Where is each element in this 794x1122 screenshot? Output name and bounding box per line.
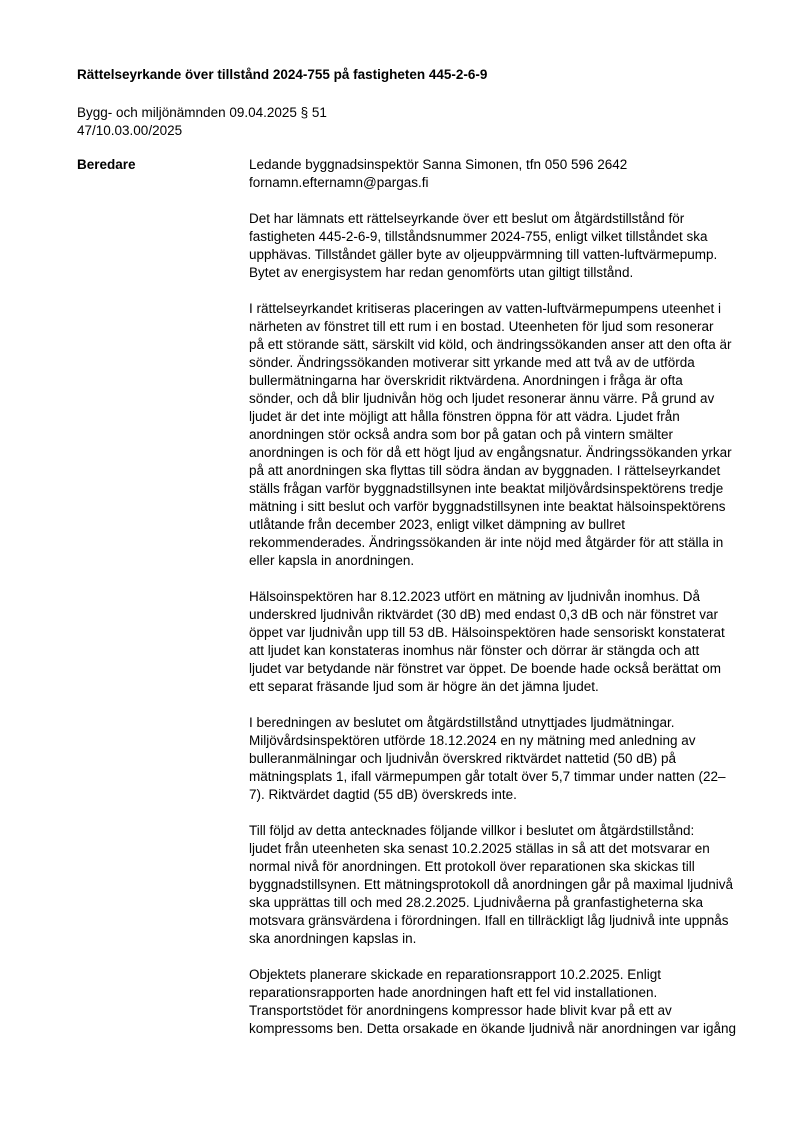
paragraph-line: I beredningen av beslutet om åtgärdstillstånd utnyttjades ljudmätningar. [249,715,675,730]
paragraph-line: Bytet av energisystem har redan genomförts utan giltigt tillstånd. [249,265,634,280]
paragraph-line: Det har lämnats ett rättelseyrkande över ett beslut om åtgärdstillstånd för [249,211,685,226]
paragraph-line: att ljudet kan konstateras inomhus när fönster och dörrar är stängda och att [249,643,700,658]
paragraph-line: ljudet var betydande när fönstret var öppet. De boende hade också berättat om [249,661,722,676]
paragraph-line: ljudet från uteenheten ska senast 10.2.2025 ställas in så att det motsvarar en [249,841,710,856]
paragraph-line: ska anordningen kapslas in. [249,931,417,946]
paragraph-line: utlåtande från december 2023, enligt vilket dämpning av bullret [249,517,625,532]
document-title: Rättelseyrkande över tillstånd 2024-755 på fastigheten 445-2-6-9 [77,67,488,82]
paragraph-line: sönder, och då blir ljudnivån hög och ljudet resonerar ännu värre. På grund av [249,391,715,406]
paragraph-line: I rättelseyrkandet kritiseras placeringen av vatten-luftvärmepumpens uteenhet i [249,301,721,316]
paragraph-line: Hälsoinspektören har 8.12.2023 utfört en mätning av ljudnivån inomhus. Då [249,589,701,604]
paragraph-line: Till följd av detta antecknades följande villkor i beslutet om åtgärdstillstånd: [249,823,695,838]
preparer-label: Beredare [77,157,136,172]
paragraph-line: ska upprättas till och med 28.2.2025. Ljudnivåerna på granfastigheterna ska [249,895,704,910]
paragraph-line: bulleranmälningar och ljudnivån överskred riktvärdet nattetid (50 dB) på [249,751,676,766]
paragraph-line: normal nivå för anordningen. Ett protokoll över reparationen ska skickas till [249,859,695,874]
meeting-line: Bygg- och miljönämnden 09.04.2025 § 51 [77,105,327,120]
paragraph-line: Transportstödet för anordningens kompressor hade blivit kvar på ett av [249,1003,672,1018]
paragraph-line: fastigheten 445-2-6-9, tillståndsnummer 2024-755, enligt vilket tillståndet ska [249,229,708,244]
paragraph-line: på att anordningen ska flyttas till södra ändan av byggnaden. I rättelseyrkandet [249,463,721,478]
paragraph-line: på ett störande sätt, särskilt vid köld, och ändringssökanden anser att den ofta är [249,337,732,352]
preparer-name: Ledande byggnadsinspektör Sanna Simonen, tfn 050 596 2642 [249,157,628,172]
paragraph-line: Objektets planerare skickade en reparationsrapport 10.2.2025. Enligt [249,967,662,982]
body-paragraph [249,588,741,696]
paragraph-line: bullermätningarna har överskridit riktvärdena. Anordningen i fråga är ofta [249,373,683,388]
body-paragraph [249,822,741,948]
document-meta [77,104,327,140]
paragraph-line: ljudet är det inte möjligt att hålla fönstren öppna för att vädra. Ljudet från [249,409,680,424]
paragraph-line: eller kapsla in anordningen. [249,553,415,568]
paragraph-line: anordningen is och för då ett högt ljud av engångsnatur. Ändringssökanden yrkar [249,445,732,460]
paragraph-line: Miljövårdsinspektören utförde 18.12.2024 en ny mätning med anledning av [249,733,696,748]
body-paragraph [249,714,741,804]
body-paragraph [249,210,741,282]
paragraph-line: upphävas. Tillståndet gäller byte av oljeuppvärmning till vatten-luftvärmepump. [249,247,718,262]
paragraph-line: motsvara gränsvärdena i förordningen. Ifall en tillräckligt låg ljudnivå inte uppnås [249,913,729,928]
paragraph-line: mätningsplats 1, ifall värmepumpen går totalt över 5,7 timmar under natten (22– [249,769,726,784]
paragraph-line: byggnadstillsynen. Ett mätningsprotokoll då anordningen går på maximal ljudnivå [249,877,734,892]
paragraph-line: reparationsrapporten hade anordningen haft ett fel vid installationen. [249,985,658,1000]
document-body [249,156,741,1056]
paragraph-line: ett separat fräsande ljud som är högre än det jämna ljudet. [249,679,599,694]
body-paragraph [249,966,741,1038]
preparer-block [249,156,741,192]
paragraph-line: öppet var ljudnivån upp till 53 dB. Hälsoinspektören hade sensoriskt konstaterat [249,625,725,640]
paragraph-line: underskred ljudnivån riktvärdet (30 dB) med endast 0,3 dB och när fönstret var [249,607,718,622]
paragraph-line: ställs frågan varför byggnadstillsynen inte beaktat miljövårdsinspektörens tredje [249,481,724,496]
paragraph-line: mätning i sitt beslut och varför byggnadstillsynen inte beaktat hälsoinspektörens [249,499,726,514]
paragraph-line: sönder. Ändringssökanden motiverar sitt yrkande med att två av de utförda [249,355,695,370]
paragraph-line: anordningen stör också andra som bor på gatan och på vintern smälter [249,427,673,442]
body-paragraph [249,300,741,570]
paragraph-line: närheten av fönstret till ett rum i en bostad. Uteenheten för ljud som resonerar [249,319,714,334]
preparer-email: fornamn.efternamn@pargas.fi [249,175,429,190]
reference-number: 47/10.03.00/2025 [77,123,183,138]
paragraph-line: rekommenderades. Ändringssökanden är inte nöjd med åtgärder för att ställa in [249,535,724,550]
paragraph-line: 7). Riktvärdet dagtid (55 dB) överskreds inte. [249,787,517,802]
paragraph-line: kompressoms ben. Detta orsakade en ökande ljudnivå när anordningen var igång [249,1021,737,1036]
